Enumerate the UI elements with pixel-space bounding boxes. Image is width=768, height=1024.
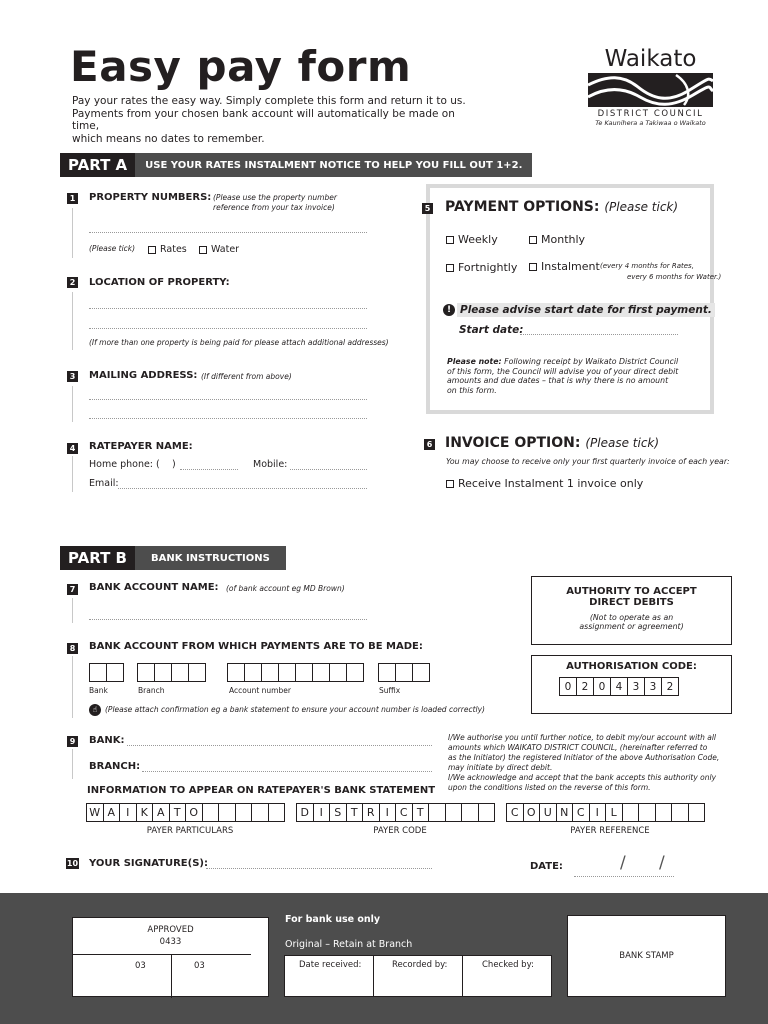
branch-label: BRANCH: [89, 761, 141, 772]
statement-char-box[interactable]: D [296, 803, 314, 822]
water-checkbox[interactable] [199, 246, 207, 254]
mobile-field[interactable] [290, 469, 367, 470]
statement-char-box[interactable]: K [136, 803, 154, 822]
statement-char-box[interactable]: U [539, 803, 557, 822]
bank-field[interactable] [127, 745, 432, 746]
bank-account-name-label: BANK ACCOUNT NAME: [89, 582, 219, 593]
instalment-checkbox[interactable] [529, 263, 537, 271]
bank-account-name-field[interactable] [89, 619, 367, 620]
payment-options-label: PAYMENT OPTIONS: [445, 199, 600, 215]
statement-char-box[interactable]: L [605, 803, 623, 822]
signature-field[interactable] [206, 868, 432, 869]
date-label: DATE: [530, 861, 563, 872]
payer-reference-boxes[interactable] [507, 803, 705, 822]
statement-char-box[interactable]: I [589, 803, 607, 822]
rates-checkbox[interactable] [148, 246, 156, 254]
home-phone-field[interactable] [180, 469, 238, 470]
statement-char-box[interactable] [622, 803, 640, 822]
statement-char-box[interactable] [638, 803, 656, 822]
statement-char-box[interactable] [251, 803, 269, 822]
weekly-checkbox[interactable] [446, 236, 454, 244]
branch-digits[interactable] [138, 663, 206, 682]
statement-char-box[interactable] [235, 803, 253, 822]
email-field[interactable] [118, 488, 367, 489]
statement-char-box[interactable] [688, 803, 706, 822]
authorisation-code-box: AUTHORISATION CODE: 0 2 0 4 3 3 2 [531, 655, 732, 714]
ratepayer-name-label: RATEPAYER NAME: [89, 441, 193, 452]
location-field-1[interactable] [89, 308, 367, 309]
page-title: Easy pay form [70, 42, 412, 91]
statement-char-box[interactable] [445, 803, 463, 822]
branch-field[interactable] [142, 771, 432, 772]
property-numbers-label: PROPERTY NUMBERS: [89, 192, 212, 203]
bank-account-label: BANK ACCOUNT FROM WHICH PAYMENTS ARE TO BE MADE: [89, 641, 423, 652]
approved-box: APPROVED 0433 03 03 [72, 917, 269, 997]
payer-particulars-boxes[interactable] [87, 803, 285, 822]
invoice-option-label: INVOICE OPTION: [445, 435, 581, 451]
signature-label: YOUR SIGNATURE(S): [89, 858, 208, 869]
statement-char-box[interactable]: I [313, 803, 331, 822]
statement-char-box[interactable] [461, 803, 479, 822]
question-number: 1 [67, 193, 78, 204]
statement-char-box[interactable]: C [506, 803, 524, 822]
statement-char-box[interactable] [478, 803, 496, 822]
statement-char-box[interactable]: T [412, 803, 430, 822]
statement-char-box[interactable]: S [329, 803, 347, 822]
date-field[interactable] [574, 876, 674, 877]
mailing-field-2[interactable] [89, 418, 367, 419]
date-separator: / [659, 853, 665, 873]
bank-digits[interactable] [90, 663, 124, 682]
bank-stamp-box: BANK STAMP [567, 915, 726, 997]
fortnightly-checkbox[interactable] [446, 264, 454, 272]
part-b-header: PART B BANK INSTRUCTIONS [60, 546, 286, 570]
statement-char-box[interactable]: R [362, 803, 380, 822]
account-number-digits[interactable] [228, 663, 364, 682]
statement-char-box[interactable]: N [556, 803, 574, 822]
statement-char-box[interactable]: C [572, 803, 590, 822]
statement-char-box[interactable]: C [395, 803, 413, 822]
statement-char-box[interactable]: O [185, 803, 203, 822]
statement-char-box[interactable] [218, 803, 236, 822]
location-field-2[interactable] [89, 328, 367, 329]
date-separator: / [620, 853, 626, 873]
instalment-invoice-checkbox[interactable] [446, 480, 454, 488]
hand-icon: ☝ [89, 704, 101, 716]
statement-char-box[interactable]: O [523, 803, 541, 822]
statement-char-box[interactable] [655, 803, 673, 822]
statement-char-box[interactable] [202, 803, 220, 822]
monthly-checkbox[interactable] [529, 236, 537, 244]
start-date-field[interactable] [520, 334, 678, 335]
statement-char-box[interactable]: W [86, 803, 104, 822]
statement-char-box[interactable]: A [103, 803, 121, 822]
authorisation-code-digits: 0 2 0 4 3 3 2 [560, 677, 731, 696]
property-numbers-field[interactable] [89, 232, 367, 233]
statement-heading: INFORMATION TO APPEAR ON RATEPAYER'S BANK STATEMENT [87, 785, 436, 796]
exclamation-icon: ! [443, 304, 455, 316]
authorisation-text: I/We authorise you until further notice, to debit my/our account with all amounts which WAIKATO DISTRICT COUNCIL, (hereinafter referred to as the Initiator) the registered Initiator of the above Authorisation Code, may initiate by direct debit. I/We acknowledge and accept that the bank accepts this authority only upon the conditions listed on the reverse of this form. [448, 733, 720, 792]
intro-text: Pay your rates the easy way. Simply complete this form and return it to us. Payments from your chosen bank account will automatically be made on time, which means no dates to remember. [72, 95, 466, 145]
mailing-field-1[interactable] [89, 399, 367, 400]
statement-char-box[interactable] [428, 803, 446, 822]
mailing-address-label: MAILING ADDRESS: [89, 370, 198, 381]
payer-code-boxes[interactable] [297, 803, 495, 822]
statement-char-box[interactable]: I [119, 803, 137, 822]
suffix-digits[interactable] [379, 663, 430, 682]
authority-box: AUTHORITY TO ACCEPT DIRECT DEBITS (Not to operate as an assignment or agreement) [531, 576, 732, 645]
waikato-logo: Waikato DISTRICT COUNCIL Te Kaunihera a Takiwaa o Waikato [588, 47, 713, 127]
bank-label: BANK: [89, 735, 125, 746]
statement-char-box[interactable]: A [152, 803, 170, 822]
statement-char-box[interactable]: T [346, 803, 364, 822]
statement-char-box[interactable]: T [169, 803, 187, 822]
part-a-header: PART A USE YOUR RATES INSTALMENT NOTICE TO HELP YOU FILL OUT 1+2. [60, 153, 532, 177]
bank-record-box: Date received: Recorded by: Checked by: [284, 955, 552, 997]
river-wave-icon [588, 73, 713, 107]
statement-char-box[interactable] [671, 803, 689, 822]
location-label: LOCATION OF PROPERTY: [89, 277, 230, 288]
statement-char-box[interactable]: I [379, 803, 397, 822]
statement-char-box[interactable] [268, 803, 286, 822]
